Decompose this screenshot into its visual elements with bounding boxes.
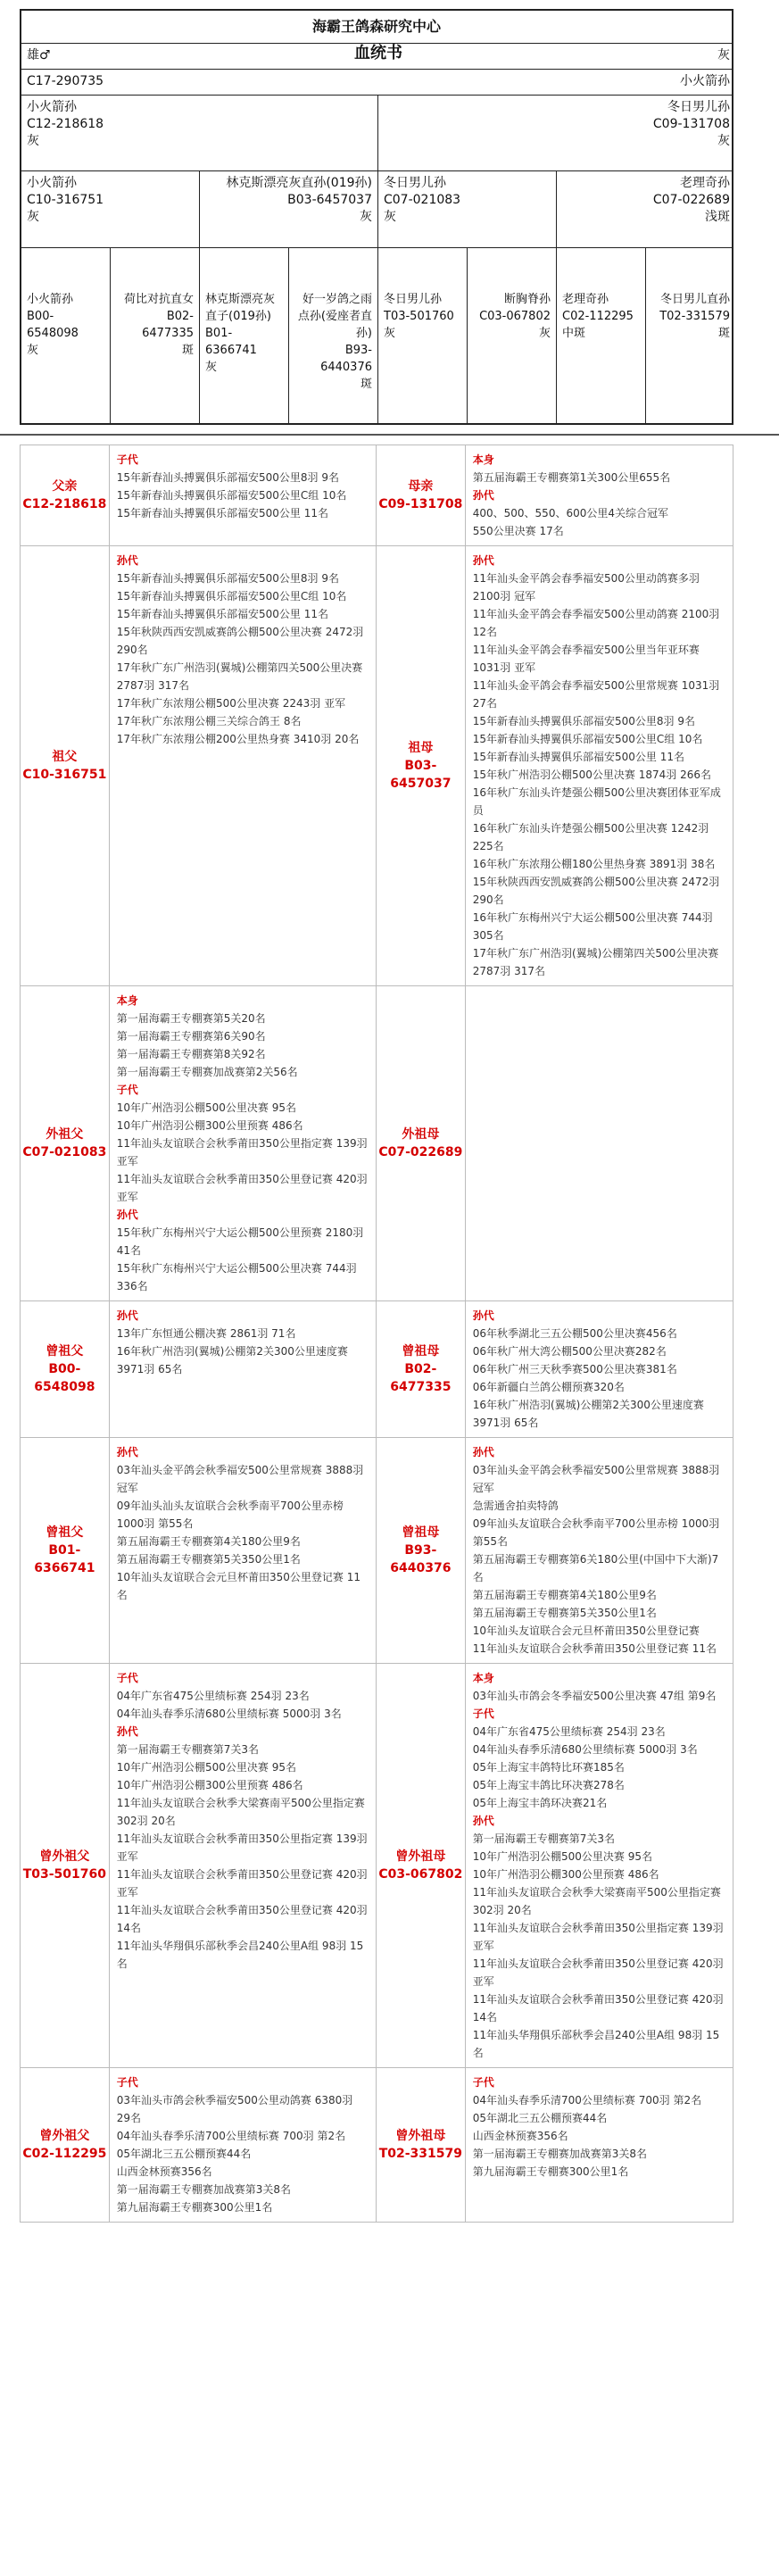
achievement-line: 17年秋广东广州浩羽(翼城)公棚第四关500公里决赛 2787羽 317名 (116, 661, 363, 692)
record-row (21, 445, 733, 546)
ancestor-label (377, 1301, 466, 1437)
achievement-line: 第一届海霸王专棚赛第8关92名 (116, 1048, 266, 1060)
achievement-line: 11年汕头友谊联合会秋季大梁赛南平500公里指定赛 302羽 20名 (472, 1886, 721, 1916)
achievement-line: 15年秋陕西西安凯威赛鸽公棚500公里决赛 2472羽 290名 (472, 876, 720, 906)
ancestor-role: 祖母 (408, 741, 434, 755)
achievement-line: 10年广州浩羽公棚300公里预赛 486名 (116, 1779, 303, 1791)
section-heading: 子代 (472, 2076, 494, 2089)
section-heading: 子代 (116, 2076, 138, 2089)
record-row (21, 1438, 733, 1664)
record-row (21, 2068, 733, 2222)
section-heading: 孙代 (472, 554, 494, 567)
document-title: 血统书 (354, 44, 402, 62)
achievement-line: 400、500、550、600公里4关综合冠军 (472, 507, 668, 519)
gen3-cell: 断胸脊孙 C03-067802 灰 (468, 248, 557, 425)
performance-records-table (20, 445, 733, 2223)
achievement-line: 第一届海霸王专棚赛第7关3名 (472, 1832, 616, 1845)
achievement-line: 04年广东省475公里绩标赛 254羽 23名 (472, 1725, 666, 1738)
gen3-cell: 冬日男儿孙 T03-501760 灰 (378, 248, 468, 425)
ancestor-role: 曾外祖父 (39, 1849, 90, 1864)
achievements-cell (466, 2068, 733, 2222)
achievement-line: 11年汕头友谊联合会秋季莆田350公里登记赛 420羽 亚军 (472, 1957, 724, 1988)
achievement-line: 第五届海霸王专棚赛第1关300公里655名 (472, 471, 671, 484)
achievement-line: 11年汕头金平鸽会春季福安500公里动鸽赛 2100羽 12名 (472, 608, 720, 638)
ancestor-ring: B00-6548098 (34, 1362, 95, 1394)
achievement-line: 06年秋季湖北三五公棚500公里决赛456名 (472, 1327, 677, 1340)
ancestor-label (377, 986, 466, 1300)
achievement-line: 15年新春汕头搏翼俱乐部福安500公里 11名 (116, 608, 328, 620)
gen3-cell: 冬日男儿直孙 T02-331579 斑 (659, 293, 730, 340)
section-heading: 孙代 (116, 1446, 138, 1458)
achievement-line: 06年新疆白兰鸽公棚预赛320名 (472, 1381, 625, 1393)
achievement-line: 17年秋广东广州浩羽(翼城)公棚第四关500公里决赛 2787羽 317名 (472, 947, 719, 977)
achievements-cell (110, 445, 377, 545)
pedigree-chart (20, 9, 733, 425)
achievement-line: 16年秋广东汕头许楚强公棚500公里决赛 1242羽 225名 (472, 822, 709, 852)
section-heading: 子代 (472, 1708, 494, 1720)
achievements-cell (466, 1438, 733, 1663)
achievement-line: 第五届海霸王专棚赛第4关180公里9名 (472, 1589, 657, 1601)
achievement-line: 急需通舍拍卖特鸽 (472, 1500, 559, 1512)
achievement-line: 15年新春汕头搏翼俱乐部福安500公里8羽 9名 (116, 471, 339, 484)
ancestor-ring: C02-112295 (22, 2147, 107, 2161)
gender-label: 雄♂ (27, 48, 51, 62)
achievement-line: 11年汕头金平鸽会春季福安500公里动鸽赛多羽 2100羽 冠军 (472, 572, 700, 602)
gen3-cell: 荷比对抗直女 B02-6477335 斑 (111, 248, 200, 425)
section-heading: 孙代 (116, 1209, 138, 1221)
achievement-line: 05年湖北三五公棚预赛44名 (116, 2148, 252, 2160)
ancestor-ring: C12-218618 (22, 497, 107, 511)
achievement-line: 04年汕头春季乐清680公里绩标赛 5000羽 3名 (472, 1743, 698, 1756)
achievement-line: 15年新春汕头搏翼俱乐部福安500公里C组 10名 (116, 489, 347, 502)
ancestor-label (21, 1438, 110, 1663)
achievement-line: 第一届海霸王专棚赛第5关20名 (116, 1012, 266, 1025)
achievement-line: 10年广州浩羽公棚500公里决赛 95名 (472, 1850, 652, 1863)
record-row (21, 1301, 733, 1438)
achievement-line: 山西金林预赛356名 (472, 2130, 568, 2142)
achievement-line: 10年广州浩羽公棚500公里决赛 95名 (116, 1101, 296, 1114)
ancestor-ring: B93-6440376 (390, 1543, 452, 1575)
achievement-line: 第九届海霸王专棚赛300公里1名 (472, 2165, 629, 2178)
achievement-line: 17年秋广东浓翔公棚三关综合鸽王 8名 (116, 715, 302, 727)
record-row (21, 546, 733, 986)
ancestor-role: 外祖父 (46, 1127, 84, 1142)
gen3-cell: 好一岁鸽之雨点孙(爱座者直孙) B93-6440376 斑 (289, 248, 378, 425)
achievement-line: 10年汕头友谊联合会元旦杯莆田350公里登记赛 (472, 1625, 700, 1637)
achievement-line: 15年新春汕头搏翼俱乐部福安500公里8羽 9名 (116, 572, 339, 585)
achievement-line: 10年广州浩羽公棚300公里预赛 486名 (116, 1119, 303, 1132)
achievement-line: 04年汕头春季乐清700公里绩标赛 700羽 第2名 (472, 2094, 702, 2107)
achievements-cell (110, 2068, 377, 2222)
achievement-line: 15年新春汕头搏翼俱乐部福安500公里 11名 (116, 507, 328, 519)
ancestor-ring: C09-131708 (378, 497, 463, 511)
achievement-line: 11年汕头友谊联合会秋季大梁赛南平500公里指定赛 302羽 20名 (116, 1797, 365, 1827)
ancestor-label (21, 1301, 110, 1437)
achievement-line: 04年广东省475公里绩标赛 254羽 23名 (116, 1690, 310, 1702)
gen2-row (21, 171, 732, 248)
achievement-line: 17年秋广东浓翔公棚200公里热身赛 3410羽 20名 (116, 733, 360, 745)
achievement-line: 03年汕头市鸽会冬季福安500公里决赛 47组 第9名 (472, 1690, 717, 1702)
ancestor-role: 曾外祖母 (395, 2129, 446, 2143)
achievements-cell (110, 546, 377, 985)
section-heading: 孙代 (116, 1309, 138, 1322)
record-row (21, 1664, 733, 2068)
ancestor-ring: B01-6366741 (34, 1543, 95, 1575)
section-heading: 孙代 (116, 554, 138, 567)
gen2-cell: 冬日男儿孙 C07-021083 灰 (378, 171, 557, 247)
achievement-line: 17年秋广东浓翔公棚500公里决赛 2243羽 亚军 (116, 697, 346, 710)
achievement-line: 11年汕头华翔俱乐部秋季会昌240公里A组 98羽 15名 (116, 1940, 364, 1970)
gen1-row (21, 96, 732, 171)
achievement-line: 11年汕头友谊联合会秋季莆田350公里指定赛 139羽 亚军 (116, 1832, 368, 1863)
ancestor-role: 曾祖母 (402, 1525, 440, 1540)
ancestor-label (377, 1438, 466, 1663)
achievement-line: 05年上海宝丰鸽环决赛21名 (472, 1797, 608, 1809)
ancestor-ring: B03-6457037 (390, 759, 452, 791)
achievement-line: 第一届海霸王专棚赛第7关3名 (116, 1743, 260, 1756)
achievements-cell (466, 445, 733, 545)
achievement-line: 16年秋广东梅州兴宁大运公棚500公里决赛 744羽 305名 (472, 911, 713, 942)
org-name: 海霸王鸽森研究中心 (21, 11, 732, 44)
ancestor-ring: T02-331579 (378, 2147, 463, 2161)
achievement-line: 05年上海宝丰鸽比环决赛278名 (472, 1779, 625, 1791)
achievement-line: 550公里决赛 17名 (472, 525, 564, 537)
achievement-line: 03年汕头金平鸽会秋季福安500公里常规赛 3888羽 冠军 (472, 1464, 720, 1494)
ancestor-role: 曾外祖母 (395, 1849, 446, 1864)
gen2-cell: 小火箭孙 C10-316751 灰 (21, 171, 200, 247)
achievement-line: 第五届海霸王专棚赛第5关350公里1名 (472, 1607, 657, 1619)
title-row (21, 44, 732, 70)
ancestor-label (21, 1664, 110, 2067)
achievements-cell (466, 1664, 733, 2067)
achievements-cell (110, 1438, 377, 1663)
section-heading: 孙代 (472, 1446, 494, 1458)
achievement-line: 11年汕头友谊联合会秋季莆田350公里登记赛 420羽 14名 (472, 1993, 724, 2023)
achievement-line: 第五届海霸王专棚赛第5关350公里1名 (116, 1553, 301, 1566)
ancestor-role: 外祖母 (402, 1127, 440, 1142)
achievements-cell (110, 1664, 377, 2067)
ancestor-ring: C07-022689 (378, 1145, 463, 1159)
achievement-line: 10年广州浩羽公棚500公里决赛 95名 (116, 1761, 296, 1774)
achievement-line: 09年汕头友谊联合会秋季南平700公里赤榜 1000羽 第55名 (472, 1517, 720, 1548)
achievement-line: 16年秋广州浩羽(翼城)公棚第2关300公里速度赛 3971羽 65名 (116, 1345, 348, 1375)
achievement-line: 06年秋广州三天秋季赛500公里决赛381名 (472, 1363, 677, 1375)
achievement-line: 15年秋陕西西安凯威赛鸽公棚500公里决赛 2472羽 290名 (116, 626, 364, 656)
achievement-line: 第五届海霸王专棚赛第6关180公里(中国中下大渐)7名 (472, 1553, 719, 1583)
achievement-line: 05年上海宝丰鸽特比环赛185名 (472, 1761, 625, 1774)
gen3-row (21, 248, 732, 425)
achievement-line: 16年秋广东浓翔公棚180公里热身赛 3891羽 38名 (472, 858, 716, 870)
achievement-line: 04年汕头春季乐清680公里绩标赛 5000羽 3名 (116, 1708, 342, 1720)
section-heading: 孙代 (472, 1815, 494, 1827)
achievement-line: 15年秋广东梅州兴宁大运公棚500公里决赛 744羽 336名 (116, 1262, 357, 1292)
achievement-line: 11年汕头友谊联合会秋季莆田350公里登记赛 11名 (472, 1642, 717, 1655)
achievement-line: 16年秋广东汕头许楚强公棚500公里决赛团体亚军成员 (472, 786, 721, 817)
ancestor-ring: T03-501760 (22, 1867, 107, 1882)
ancestor-role: 曾祖母 (402, 1344, 440, 1359)
section-heading: 孙代 (472, 489, 494, 502)
achievement-line: 15年新春汕头搏翼俱乐部福安500公里C组 10名 (116, 590, 347, 602)
gen3-cell: 小火箭孙 B00-6548098 灰 (21, 248, 111, 425)
gen3-cell: 老理奇孙 C02-112295 中斑 (557, 248, 646, 425)
achievement-line: 11年汕头金平鸽会春季福安500公里常规赛 1031羽 27名 (472, 679, 720, 710)
achievement-line: 第五届海霸王专棚赛第4关180公里9名 (116, 1535, 301, 1548)
ancestor-ring: C10-316751 (22, 768, 107, 782)
achievement-line: 第一届海霸王专棚赛第6关90名 (116, 1030, 266, 1043)
ancestor-ring: C07-021083 (22, 1145, 107, 1159)
achievement-line: 第一届海霸王专棚赛加战赛第3关8名 (472, 2148, 648, 2160)
ancestor-label (377, 546, 466, 985)
ancestor-label (21, 546, 110, 985)
achievement-line: 15年新春汕头搏翼俱乐部福安500公里 11名 (472, 751, 684, 763)
achievements-cell (466, 986, 733, 1300)
sire-cell: 小火箭孙 C12-218618 灰 (21, 96, 378, 170)
achievements-cell (110, 1301, 377, 1437)
section-heading: 孙代 (116, 1725, 138, 1738)
section-heading: 本身 (472, 453, 494, 466)
ancestor-role: 曾祖父 (46, 1344, 84, 1359)
achievement-line: 16年秋广州浩羽(翼城)公棚第2关300公里速度赛 3971羽 65名 (472, 1399, 704, 1429)
achievement-line: 11年汕头友谊联合会秋季莆田350公里登记赛 420羽 亚军 (116, 1173, 368, 1203)
section-heading: 子代 (116, 1672, 138, 1684)
achievement-line: 10年汕头友谊联合会元旦杯莆田350公里登记赛 11名 (116, 1571, 360, 1601)
achievement-line: 13年广东恒通公棚决赛 2861羽 71名 (116, 1327, 296, 1340)
achievement-line: 11年汕头友谊联合会秋季莆田350公里登记赛 420羽 亚军 (116, 1868, 368, 1899)
subject-color: 灰 (717, 48, 730, 62)
achievement-line: 11年汕头华翔俱乐部秋季会昌240公里A组 98羽 15名 (472, 2029, 720, 2059)
ancestor-role: 祖父 (52, 750, 78, 764)
gen3-cell: 林克斯漂亮灰直子(019孙) B01-6366741 灰 (200, 248, 289, 425)
record-row (21, 986, 733, 1301)
ancestor-ring: C03-067802 (378, 1867, 463, 1882)
ancestor-role: 曾祖父 (46, 1525, 84, 1540)
section-heading: 孙代 (472, 1309, 494, 1322)
achievement-line: 15年新春汕头搏翼俱乐部福安500公里8羽 9名 (472, 715, 695, 727)
achievement-line: 10年广州浩羽公棚300公里预赛 486名 (472, 1868, 659, 1881)
section-heading: 子代 (116, 453, 138, 466)
achievement-line: 第九届海霸王专棚赛300公里1名 (116, 2201, 273, 2214)
achievement-line: 11年汕头友谊联合会秋季莆田350公里指定赛 139羽 亚军 (472, 1922, 724, 1952)
ancestor-label (377, 1664, 466, 2067)
ancestor-role: 曾外祖父 (39, 2129, 90, 2143)
achievement-line: 11年汕头友谊联合会秋季莆田350公里指定赛 139羽 亚军 (116, 1137, 368, 1168)
achievement-line: 03年汕头市鸽会秋季福安500公里动鸽赛 6380羽 29名 (116, 2094, 353, 2124)
ancestor-label (377, 2068, 466, 2222)
achievements-cell (466, 1301, 733, 1437)
ancestor-ring: B02-6477335 (390, 1362, 452, 1394)
subject-name: 小火箭孙 (680, 74, 730, 88)
ancestor-label (377, 445, 466, 545)
achievement-line: 11年汕头金平鸽会春季福安500公里当年亚环赛 1031羽 亚军 (472, 644, 700, 674)
ancestor-label (21, 445, 110, 545)
achievement-line: 15年秋广州浩羽公棚500公里决赛 1874羽 266名 (472, 769, 711, 781)
achievement-line: 第一届海霸王专棚赛加战赛第2关56名 (116, 1066, 298, 1078)
ancestor-role: 母亲 (408, 479, 434, 494)
ancestor-label (21, 2068, 110, 2222)
gen2-cell: 老理奇孙 C07-022689 浅斑 (652, 176, 730, 224)
gen2-cell: 林克斯漂亮灰直孙(019孙) B03-6457037 灰 (200, 171, 378, 247)
section-heading: 本身 (472, 1672, 494, 1684)
section-heading: 子代 (116, 1084, 138, 1096)
achievements-cell (110, 986, 377, 1300)
achievement-line: 山西金林预赛356名 (116, 2165, 212, 2178)
achievement-line: 04年汕头春季乐清700公里绩标赛 700羽 第2名 (116, 2130, 346, 2142)
section-divider (0, 434, 779, 436)
achievement-line: 第一届海霸王专棚赛加战赛第3关8名 (116, 2183, 292, 2196)
achievement-line: 06年秋广州大湾公棚500公里决赛282名 (472, 1345, 667, 1358)
achievements-cell (466, 546, 733, 985)
achievement-line: 15年秋广东梅州兴宁大运公棚500公里预赛 2180羽 41名 (116, 1226, 364, 1257)
achievement-line: 15年新春汕头搏翼俱乐部福安500公里C组 10名 (472, 733, 703, 745)
section-heading: 本身 (116, 994, 138, 1007)
subject-row (21, 70, 732, 96)
dam-cell: 冬日男儿孙 C09-131708 灰 (652, 100, 730, 148)
subject-ring: C17-290735 (27, 74, 104, 88)
ancestor-label (21, 986, 110, 1300)
achievement-line: 05年湖北三五公棚预赛44名 (472, 2112, 608, 2124)
achievement-line: 03年汕头金平鸽会秋季福安500公里常规赛 3888羽 冠军 (116, 1464, 364, 1494)
achievement-line: 09年汕头汕头友谊联合会秋季南平700公里赤榜 1000羽 第55名 (116, 1500, 344, 1530)
ancestor-role: 父亲 (52, 479, 78, 494)
achievement-line: 11年汕头友谊联合会秋季莆田350公里登记赛 420羽 14名 (116, 1904, 368, 1934)
